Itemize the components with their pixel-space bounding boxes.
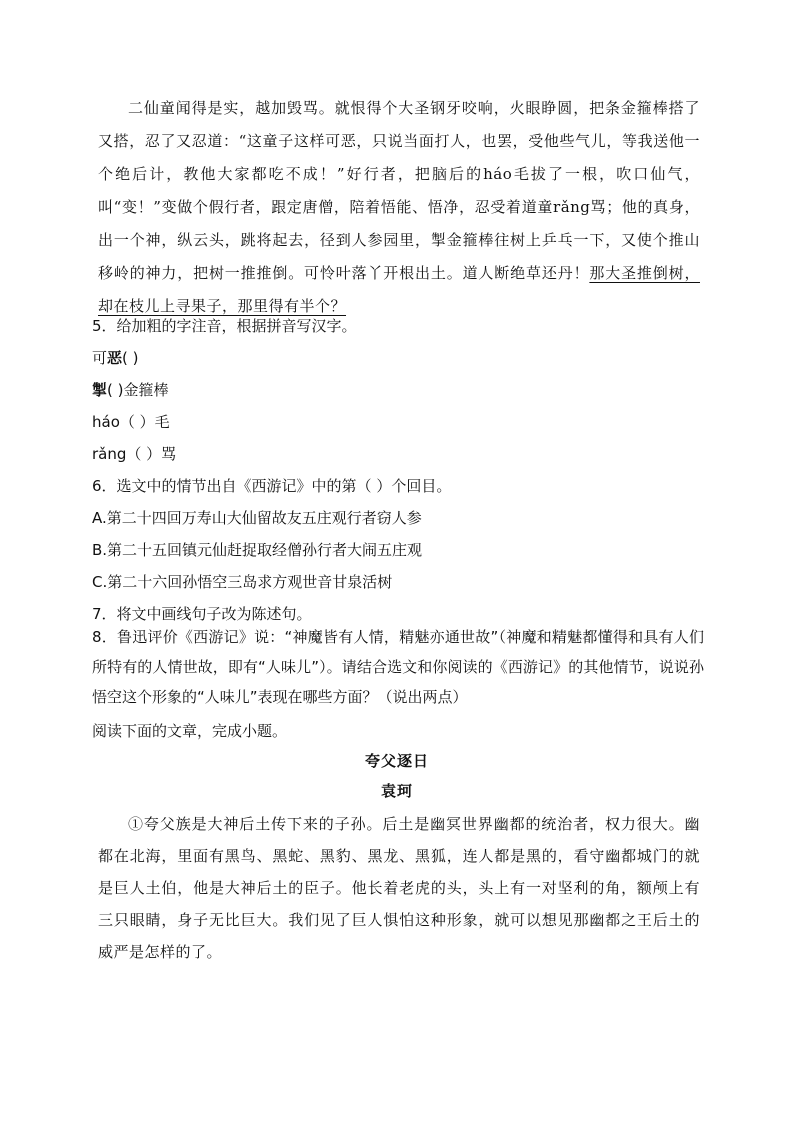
underlined-sentence: 那大圣推倒树，却在枝儿上寻果子，那里得有半个？ bbox=[98, 264, 700, 315]
question-6-option-a: A.第二十四回万寿山大仙留故友五庄观行者窃人参 bbox=[92, 509, 422, 527]
question-6-option-b: B.第二十五回镇元仙赶捉取经僧孙行者大闹五庄观 bbox=[92, 541, 423, 559]
item-1-prefix: 可 bbox=[92, 349, 108, 367]
article-title: 夸父逐日 bbox=[364, 752, 429, 770]
article-paragraph-1: ①夸父族是大神后土传下来的子孙。后土是幽冥世界幽都的统治者，权力很大。幽都在北海，里面有黑鸟、黑蛇、黑豹、黑龙、黑狐，连人都是黑的，看守幽都城门的就是巨人土伯，他是大神后土的臣子。他长着老虎的头，头上有一对坚利的角，额颅上有三只眼睛，身子无比巨大。我们见了巨人惧怕这种形象，就可以想见那幽都之王后土的威严是怎样的了。 bbox=[98, 815, 700, 961]
item-1-blank: ( ) bbox=[122, 349, 139, 367]
question-5-prompt: 5．给加粗的字注音，根据拼音写汉字。 bbox=[92, 317, 357, 335]
reading-passage bbox=[98, 92, 700, 323]
question-5-item-1 bbox=[92, 342, 704, 374]
reading-instruction: 阅读下面的文章，完成小题。 bbox=[92, 722, 288, 740]
question-6-option-c: C.第二十六回孙悟空三岛求方观世音甘泉活树 bbox=[92, 573, 393, 591]
passage-text: 二仙童闻得是实，越加毁骂。就恨得个大圣钢牙咬响，火眼睁圆，把条金箍棒搭了又搭，忍了又忍道：“这童子这样可恶，只说当面打人，也罢，受他些气儿，等我送他一个绝后计，教他大家都吃不成！”好行者，把脑后的háo毛拔了一根，吹口仙气，叫“变！”变做个假行者，跟定唐僧，陪着悟能、悟净，忍受着道童rǎng骂；他的真身，出一个神，纵云头，跳将起去，径到人参园里，掣金箍棒往树上乒乓一下，又使个推山移岭的神力，把树一推推倒。可怜叶落丫开根出土。道人断绝草还丹！ bbox=[98, 99, 700, 282]
question-6-prompt: 6．选文中的情节出自《西游记》中的第（ ）个回目。 bbox=[92, 477, 452, 495]
question-7-prompt: 7．将文中画线句子改为陈述句。 bbox=[92, 605, 312, 623]
question-8-prompt: 8．鲁迅评价《西游记》说：“神魔皆有人情，精魅亦通世故”（神魔和精魅都懂得和具有人们所特有的人情世故，即有“人味儿”）。请结合选文和你阅读的《西游记》的其他情节，说说孙悟空这个形象的“人味儿”表现在哪些方面？（说出两点） bbox=[92, 628, 704, 706]
item-2-bold-char: 掣 bbox=[92, 381, 108, 399]
passage-paragraph bbox=[98, 92, 700, 323]
item-2-blank: ( )金箍棒 bbox=[107, 381, 169, 399]
question-5-item-3: háo（ ）毛 bbox=[92, 413, 170, 431]
question-5-item-2 bbox=[92, 374, 704, 406]
item-1-bold-char: 恶 bbox=[107, 349, 123, 367]
article-author: 袁珂 bbox=[380, 782, 413, 800]
question-5-item-4: rǎng（ ）骂 bbox=[92, 445, 177, 463]
